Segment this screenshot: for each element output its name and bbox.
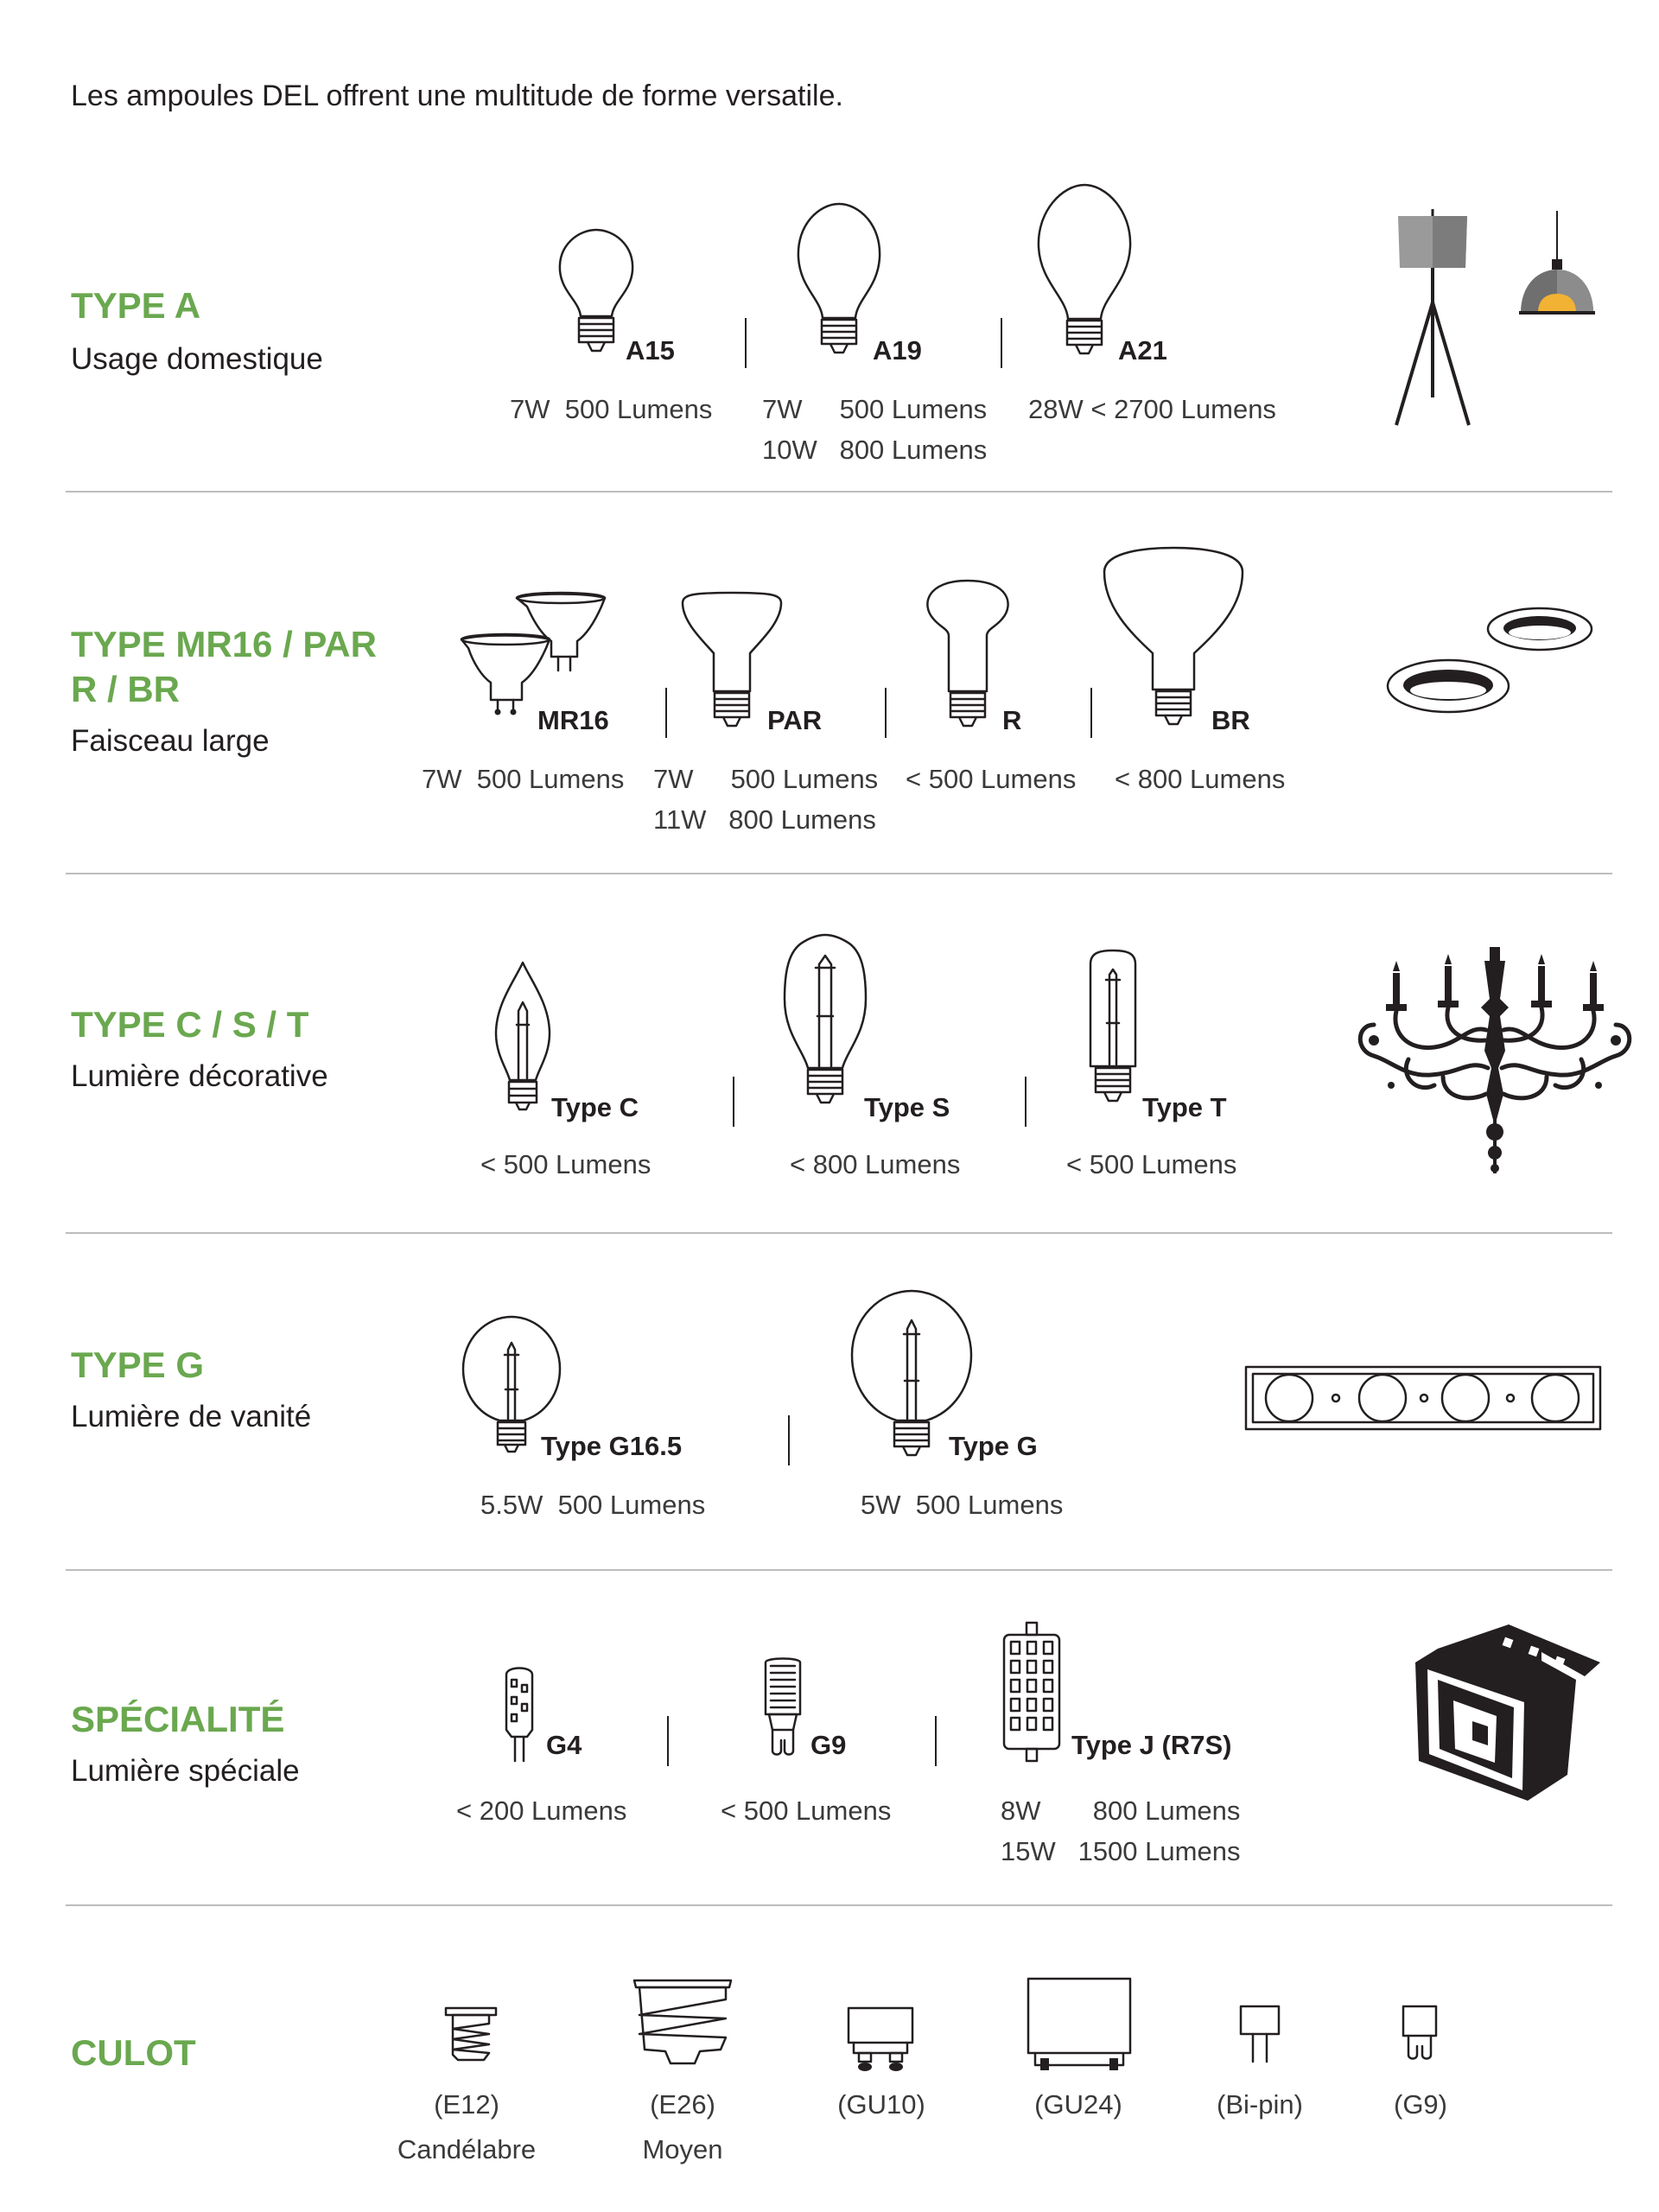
section-title: TYPE A bbox=[71, 285, 201, 326]
separator bbox=[885, 688, 887, 738]
section-subtitle: Lumière de vanité bbox=[71, 1400, 312, 1433]
bulb-spec: 7W 500 Lumens bbox=[422, 764, 625, 794]
bulb-spec: 7W 500 Lumens 10W 800 Lumens bbox=[762, 394, 988, 465]
bulb-label: Type S bbox=[864, 1092, 950, 1122]
separator bbox=[935, 1716, 937, 1766]
g9-bulb-icon bbox=[759, 1654, 807, 1766]
bulb-label: A21 bbox=[1118, 335, 1167, 365]
edison-s-bulb-icon bbox=[778, 930, 873, 1123]
bulb-label: Type G16.5 bbox=[541, 1431, 683, 1461]
pendant-lamp-icon bbox=[1514, 211, 1600, 319]
bi-pin-base-icon bbox=[1234, 2003, 1286, 2075]
bulb-spec: < 800 Lumens bbox=[1115, 764, 1286, 794]
bulb-spec: < 500 Lumens bbox=[721, 1796, 892, 1826]
separator bbox=[1001, 318, 1002, 368]
bulb-label: R bbox=[1002, 705, 1022, 735]
base-code: (E12) bbox=[434, 2089, 499, 2120]
section-title: SPÉCIALITÉ bbox=[71, 1699, 285, 1739]
bulb-label: A19 bbox=[873, 335, 922, 365]
bulb-label: G9 bbox=[810, 1730, 847, 1760]
bulb-label: Type J (R7S) bbox=[1071, 1730, 1232, 1760]
bulb-spec: 7W 500 Lumens bbox=[510, 394, 713, 424]
bulb-spec: < 500 Lumens bbox=[1066, 1149, 1237, 1179]
vanity-light-bar-icon bbox=[1244, 1365, 1602, 1431]
g4-bulb-icon bbox=[498, 1662, 541, 1775]
section-divider bbox=[66, 1232, 1612, 1234]
base-code: (E26) bbox=[650, 2089, 715, 2120]
section-subtitle: Lumière spéciale bbox=[71, 1754, 300, 1788]
bulb-label: Type T bbox=[1142, 1092, 1227, 1122]
bulb-spec: < 500 Lumens bbox=[906, 764, 1077, 794]
separator bbox=[745, 318, 747, 368]
bulb-label: G4 bbox=[546, 1730, 582, 1760]
base-name: Candélabre bbox=[397, 2134, 537, 2164]
bulb-label: Type G bbox=[949, 1431, 1038, 1461]
separator bbox=[1025, 1077, 1027, 1127]
base-code: (Bi-pin) bbox=[1217, 2089, 1303, 2120]
gu10-base-icon bbox=[842, 2005, 919, 2077]
bulb-spec: < 800 Lumens bbox=[790, 1149, 961, 1179]
bulb-spec: 7W 500 Lumens 11W 800 Lumens bbox=[653, 764, 879, 835]
bulb-spec: 8W 800 Lumens 15W 1500 Lumens bbox=[1001, 1796, 1241, 1866]
bulb-spec: 5.5W 500 Lumens bbox=[480, 1490, 706, 1520]
bulb-spec: < 500 Lumens bbox=[480, 1149, 652, 1179]
e12-base-icon bbox=[441, 2005, 501, 2074]
bulb-spec: 28W < 2700 Lumens bbox=[1028, 394, 1276, 424]
section-title: TYPE MR16 / PAR R / BR bbox=[71, 624, 377, 709]
section-divider bbox=[66, 1904, 1612, 1906]
tubular-t-bulb-icon bbox=[1078, 945, 1147, 1122]
base-code: (G9) bbox=[1394, 2089, 1447, 2120]
bulb-label: Type C bbox=[551, 1092, 639, 1122]
section-title: TYPE G bbox=[71, 1344, 205, 1385]
gu24-base-icon bbox=[1023, 1975, 1135, 2075]
section-divider bbox=[66, 491, 1612, 493]
separator bbox=[665, 688, 667, 738]
floodlight-icon bbox=[1412, 1619, 1611, 1818]
g9-base-icon bbox=[1398, 2003, 1441, 2075]
section-subtitle: Faisceau large bbox=[71, 724, 270, 758]
bulb-label: BR bbox=[1211, 705, 1250, 735]
bulb-label: PAR bbox=[767, 705, 823, 735]
base-name: Moyen bbox=[642, 2134, 723, 2164]
separator bbox=[788, 1415, 790, 1465]
section-divider bbox=[66, 873, 1612, 874]
recessed-light-icon bbox=[1382, 600, 1599, 721]
section-subtitle: Lumière décorative bbox=[71, 1059, 328, 1093]
section-subtitle: Usage domestique bbox=[71, 342, 323, 376]
r7s-type-j-bulb-icon bbox=[999, 1621, 1065, 1770]
e26-base-icon bbox=[631, 1979, 734, 2074]
intro-text: Les ampoules DEL offrent une multitude de forme versatile. bbox=[71, 79, 843, 112]
separator bbox=[1090, 688, 1092, 738]
base-code: (GU10) bbox=[837, 2089, 925, 2120]
section-title: CULOT bbox=[71, 2032, 196, 2073]
candle-bulb-icon bbox=[484, 959, 562, 1123]
bulb-spec: < 200 Lumens bbox=[456, 1796, 627, 1826]
section-title: TYPE C / S / T bbox=[71, 1004, 309, 1045]
chandelier-icon bbox=[1357, 947, 1633, 1180]
bulb-label: A15 bbox=[626, 335, 675, 365]
bulb-spec: 5W 500 Lumens bbox=[861, 1490, 1064, 1520]
floor-lamp-icon bbox=[1382, 207, 1486, 432]
separator bbox=[733, 1077, 734, 1127]
bulb-label: MR16 bbox=[537, 705, 609, 735]
base-code: (GU24) bbox=[1034, 2089, 1122, 2120]
section-divider bbox=[66, 1569, 1612, 1571]
separator bbox=[667, 1716, 669, 1766]
